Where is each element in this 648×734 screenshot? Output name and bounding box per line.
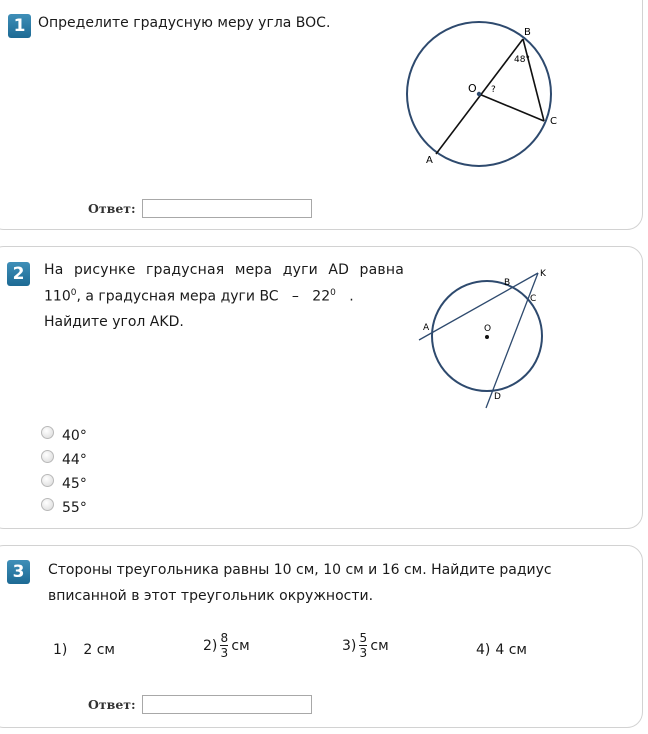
question-text-line3: Найдите угол AKD. [44, 314, 184, 330]
choice-value: 4 см [495, 642, 527, 658]
answer-input-3[interactable] [142, 695, 312, 714]
question-text-line1: На рисунке градусная мера дуги AD равна [44, 262, 404, 278]
question-text-line2 [44, 288, 354, 305]
choice-2 [203, 632, 250, 659]
question-number-badge: 3 [7, 560, 30, 584]
svg-text:C: C [550, 116, 557, 127]
option-label: 55° [62, 500, 87, 516]
question-text-line2: вписанной в этот треугольник окружности. [48, 588, 374, 604]
fraction [220, 632, 228, 659]
choice-number: 2) [203, 637, 218, 654]
option-55[interactable] [41, 500, 87, 516]
option-45[interactable] [41, 476, 87, 492]
fraction [359, 632, 367, 659]
unit: см [231, 637, 250, 654]
option-44[interactable] [41, 452, 87, 468]
answer-label: Ответ: [88, 697, 136, 712]
answer-row-3 [88, 695, 312, 714]
question-number-badge: 1 [8, 14, 31, 38]
svg-text:K: K [540, 269, 546, 279]
choice-4 [476, 642, 527, 658]
svg-text:48°: 48° [514, 55, 530, 65]
radio-button[interactable] [41, 426, 54, 439]
label-b: B [524, 27, 531, 38]
option-label: 40° [62, 428, 87, 444]
question-number-badge: 2 [7, 262, 30, 286]
unit: см [370, 637, 389, 654]
denominator: 3 [220, 646, 229, 660]
option-40[interactable] [41, 428, 87, 444]
answer-input-1[interactable] [142, 199, 312, 218]
svg-text:O: O [484, 324, 492, 334]
radio-button[interactable] [41, 498, 54, 511]
choice-1 [53, 642, 115, 658]
numerator: 8 [220, 631, 229, 645]
svg-text:O: O [468, 82, 477, 95]
radio-button[interactable] [41, 474, 54, 487]
svg-text:B: B [504, 278, 511, 288]
answer-row-1 [88, 199, 312, 218]
denominator: 3 [359, 646, 368, 660]
superscript: 0 [330, 288, 336, 298]
text-segment: , а градусная мера дуги BC – 22 [76, 288, 331, 305]
circle-diagram-boc [400, 20, 570, 170]
choice-number: 3) [342, 637, 357, 654]
choice-3 [342, 632, 389, 659]
text-segment: . [335, 288, 354, 305]
choice-number: 1) [53, 642, 68, 658]
question-text: Определите градусную меру угла BOC. [38, 15, 331, 31]
option-label: 44° [62, 452, 87, 468]
choice-number: 4) [476, 642, 491, 658]
svg-text:?: ? [491, 85, 496, 95]
svg-text:A: A [426, 155, 433, 166]
radio-button[interactable] [41, 450, 54, 463]
svg-text:D: D [494, 392, 501, 402]
superscript: 0 [70, 288, 77, 298]
svg-text:C: C [530, 294, 537, 304]
numerator: 5 [359, 631, 368, 645]
answer-label: Ответ: [88, 201, 136, 216]
svg-text:A: A [423, 323, 430, 333]
circle-diagram-akd [410, 260, 570, 410]
value-110: 110 [44, 288, 71, 305]
option-label: 45° [62, 476, 87, 492]
choice-value: 2 см [83, 642, 115, 658]
question-text-line1: Стороны треугольника равны 10 см, 10 см и 16 см. Найдите радиус [48, 562, 552, 578]
